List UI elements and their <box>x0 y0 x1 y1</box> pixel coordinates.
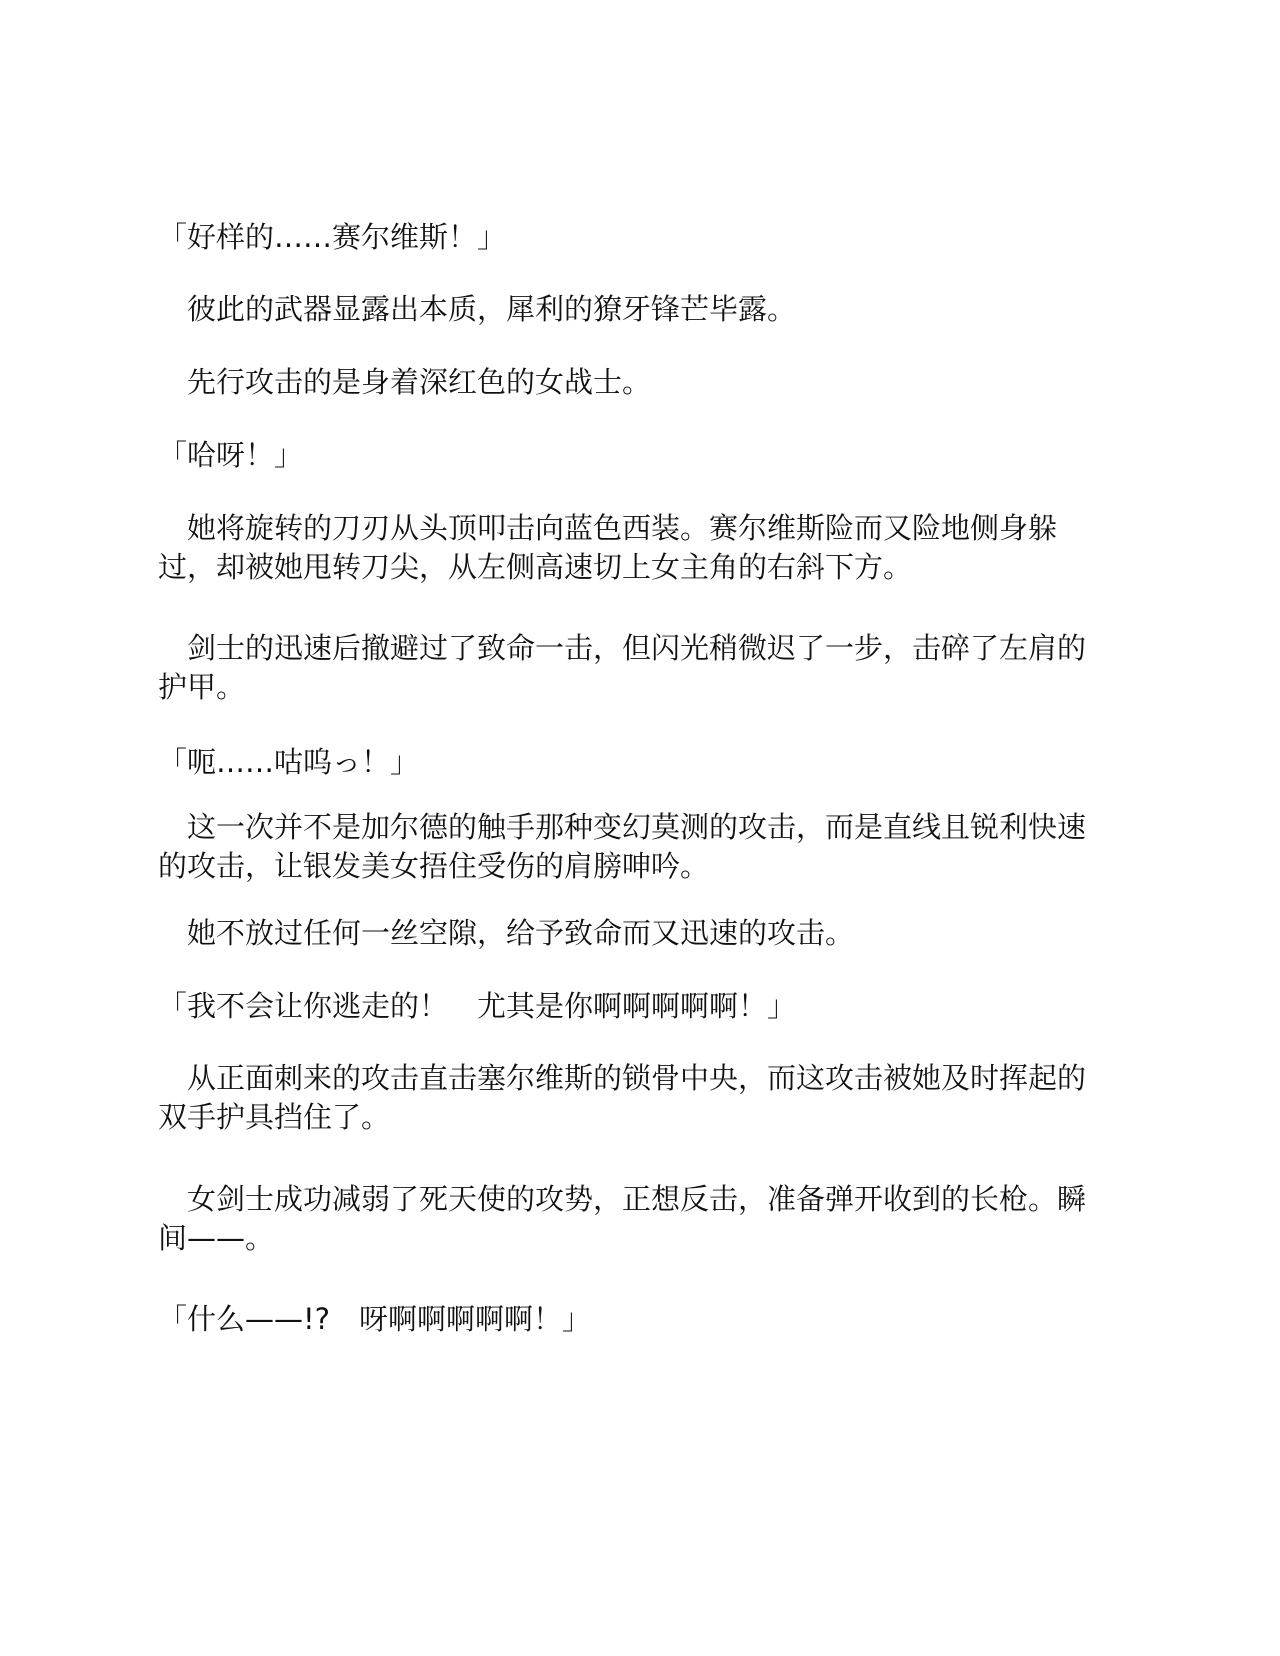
paragraph-9: 她不放过任何一丝空隙，给予致命而又迅速的攻击。 <box>187 916 855 950</box>
paragraph-11: 从正面刺来的攻击直击塞尔维斯的锁骨中央，而这攻击被她及时挥起的双手护具挡住了。 <box>158 1061 1087 1134</box>
paragraph-13: 「什么——!? 呀啊啊啊啊啊！」 <box>158 1302 592 1336</box>
paragraph-1: 「好样的……赛尔维斯！」 <box>158 220 507 254</box>
paragraph-10: 「我不会让你逃走的！ 尤其是你啊啊啊啊啊！」 <box>158 989 797 1023</box>
paragraph-6: 剑士的迅速后撤避过了致命一击，但闪光稍微迟了一步，击碎了左肩的护甲。 <box>158 631 1087 704</box>
paragraph-4: 「哈呀！」 <box>158 438 304 472</box>
paragraph-7: 「呃……咕呜っ！」 <box>158 745 420 779</box>
paragraph-8: 这一次并不是加尔德的触手那种变幻莫测的攻击，而是直线且锐利快速的攻击，让银发美女捂住受伤的肩膀呻吟。 <box>158 810 1087 883</box>
paragraph-2: 彼此的武器显露出本质，犀利的獠牙锋芒毕露。 <box>187 292 797 326</box>
paragraph-5: 她将旋转的刀刃从头顶叩击向蓝色西装。赛尔维斯险而又险地侧身躲过，却被她甩转刀尖，从左侧高速切上女主角的右斜下方。 <box>158 511 1058 584</box>
paragraph-3: 先行攻击的是身着深红色的女战士。 <box>187 365 652 399</box>
paragraph-12: 女剑士成功减弱了死天使的攻势，正想反击，准备弹开收到的长枪。瞬间——。 <box>158 1182 1087 1255</box>
